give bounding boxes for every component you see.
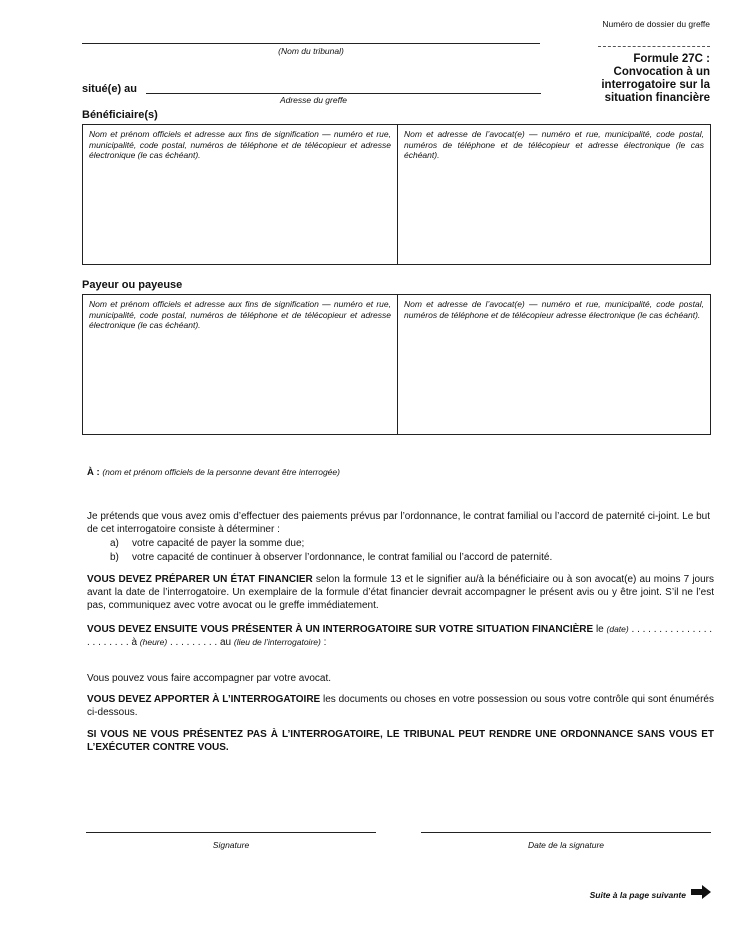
financial-statement-paragraph <box>87 573 714 612</box>
recipient-right-cell[interactable]: Nom et adresse de l’avocat(e) — numéro et rue, municipalité, code postal, numéros de téléphone et de télécopieur et adresse électronique (le cas échéant). <box>404 129 704 160</box>
bring-rest: les documents ou choses en votre possession ou sous votre contrôle qui sont énumérés ci-dessous. <box>87 694 714 718</box>
signature-field[interactable] <box>86 832 376 833</box>
form-title-line3: situation financière <box>604 92 710 104</box>
form-title-line2: interrogatoire sur la <box>601 79 710 91</box>
payor-right-cell[interactable]: Nom et adresse de l’avocat(e) — numéro et rue, municipalité, code postal, numéros de téléphone et de télécopieur adresse électronique (le cas échéant). <box>404 299 704 320</box>
accompany-paragraph: Vous pouvez vous faire accompagner par votre avocat. <box>87 673 332 684</box>
attend-time-hint: (heure) <box>139 637 168 647</box>
court-name-label: (Nom du tribunal) <box>278 46 344 56</box>
court-name-field[interactable] <box>82 43 540 44</box>
payor-section-title: Payeur ou payeuse <box>82 279 183 291</box>
registry-address-field[interactable] <box>146 93 541 94</box>
item-b-text: votre capacité de continuer à observer l’ordonnance, le contrat familial ou l’accord de paternité. <box>132 552 553 563</box>
item-b <box>110 551 710 564</box>
item-a-marker: a) <box>110 538 119 549</box>
to-label: À : <box>87 467 100 478</box>
registry-address-label: Adresse du greffe <box>279 95 348 105</box>
intro-paragraph: Je prétends que vous avez omis d’effectuer des paiements prévus par l’ordonnance, le contrat familial ou l’accord de paternité ci-joint. Le but de cet interrogatoire consiste à déterminer : <box>87 511 710 535</box>
to-hint: (nom et prénom officiels de la personne devant être interrogée) <box>102 467 340 477</box>
signature-date-field[interactable] <box>421 832 711 833</box>
item-a-text: votre capacité de payer la somme due; <box>132 538 305 549</box>
signature-date-label: Date de la signature <box>527 840 605 850</box>
registry-file-number-label: Numéro de dossier du greffe <box>602 19 710 29</box>
signature-label: Signature <box>212 840 250 850</box>
attend-le: le <box>593 624 607 635</box>
attend-dots2[interactable]: . . . . . . . . . au <box>167 637 234 648</box>
attend-date-hint: (date) <box>606 624 629 634</box>
located-at-label: situé(e) au <box>82 83 138 95</box>
to-line[interactable] <box>87 467 340 478</box>
attend-paragraph <box>87 623 714 649</box>
form-number: Formule 27C : <box>633 53 710 65</box>
attend-dots1[interactable]: . . . . . . . . . . . . . . . . . . . . . . . à <box>87 624 713 648</box>
financial-bold: VOUS DEVEZ PRÉPARER UN ÉTAT FINANCIER <box>87 574 313 585</box>
warning-paragraph: SI VOUS NE VOUS PRÉSENTEZ PAS À L’INTERROGATOIRE, LE TRIBUNAL PEUT RENDRE UNE ORDONNANCE SANS VOUS ET L’EXÉCUTER CONTRE VOUS. <box>87 729 714 753</box>
attend-bold: VOUS DEVEZ ENSUITE VOUS PRÉSENTER À UN INTERROGATOIRE SUR VOTRE SITUATION FINANCIÈRE <box>87 624 594 635</box>
registry-file-number-field[interactable] <box>598 46 710 47</box>
recipient-table <box>82 124 711 265</box>
financial-rest: selon la formule 13 et le signifier au/à la bénéficiaire ou à son avocat(e) au moins 7 jours avant la date de l’interrogatoire. Un exemplaire de la formule d’état financier devrait accompagner le présent avis ou y être joint. S’il ne l’est pas, communiquez avec votre avocat ou le greffe immédiatement. <box>87 574 715 611</box>
bring-paragraph <box>87 693 714 719</box>
item-b-marker: b) <box>110 552 119 563</box>
recipient-section-title: Bénéficiaire(s) <box>82 109 158 121</box>
payor-left-cell[interactable]: Nom et prénom officiels et adresse aux fins de signification — numéro et rue, municipalité, code postal, numéros de téléphone et de télécopieur et adresse électronique (le cas échéant). <box>83 295 398 434</box>
right-arrow-icon[interactable] <box>690 884 712 900</box>
continued-label: Suite à la page suivante <box>589 890 686 900</box>
form-title-block <box>545 53 710 105</box>
recipient-left-cell[interactable]: Nom et prénom officiels et adresse aux fins de signification — numéro et rue, municipalité, code postal, numéros de téléphone et de télécopieur et adresse électronique (le cas échéant). <box>83 125 398 264</box>
item-a <box>110 537 710 550</box>
attend-end: : <box>320 637 327 648</box>
payor-table <box>82 294 711 435</box>
bring-bold: VOUS DEVEZ APPORTER À L’INTERROGATOIRE <box>87 694 321 705</box>
form-title-line1: Convocation à un <box>613 66 710 78</box>
attend-place-hint: (lieu de l’interrogatoire) <box>233 637 321 647</box>
